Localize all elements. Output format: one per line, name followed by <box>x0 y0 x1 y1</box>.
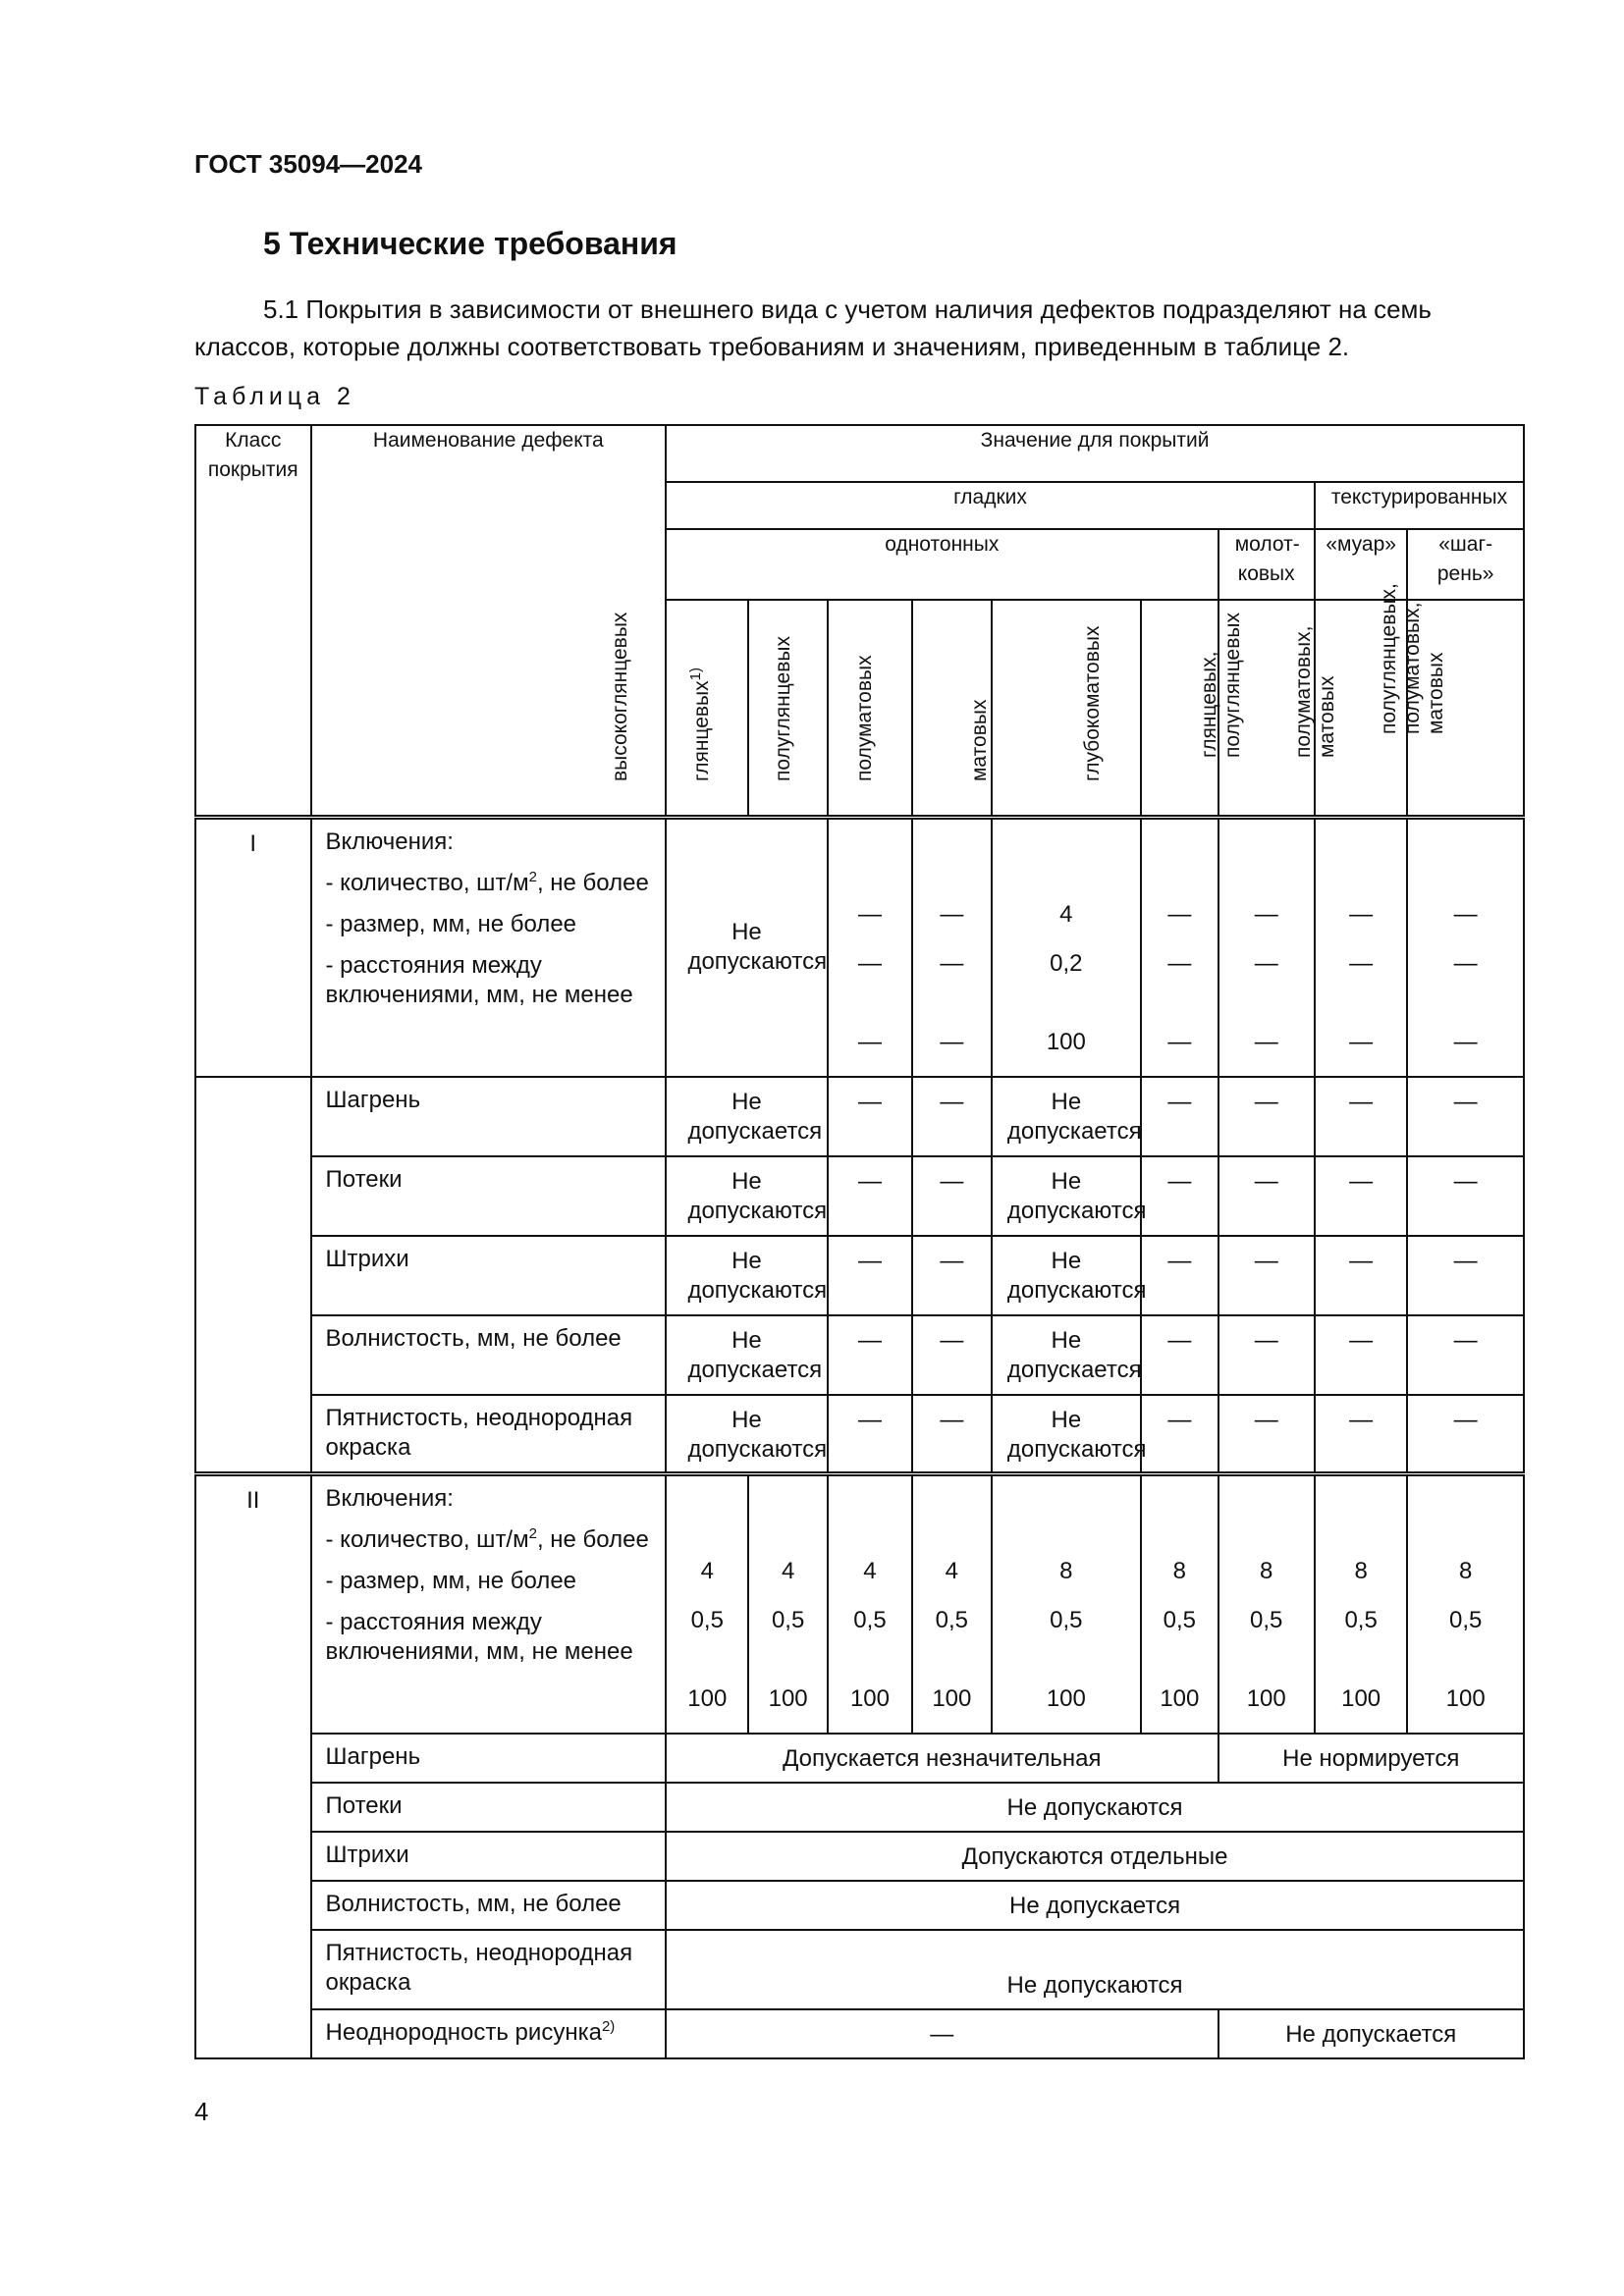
row-name: Штрихи <box>311 1832 667 1881</box>
value-dash: — <box>828 1077 912 1156</box>
value-dash: — <box>1315 1156 1407 1236</box>
row-name: Пятнистость, неоднородная окраска <box>311 1395 667 1474</box>
class2-col-values: 8 0,5 100 <box>1315 1474 1407 1734</box>
value-matte: Не допускается <box>992 1077 1142 1156</box>
row-name: Пятнистость, неоднородная окраска <box>311 1930 667 2009</box>
value-dash: — <box>1141 1315 1218 1395</box>
value-dash: — <box>912 1156 991 1236</box>
class2-col-values: 8 0,5 100 <box>1218 1474 1315 1734</box>
value-dash: — <box>1141 1395 1218 1474</box>
value-dash: — <box>1407 1156 1524 1236</box>
value-all: Не допускается <box>666 1881 1524 1930</box>
value-dash: — <box>1315 1077 1407 1156</box>
col-moire-matte: полуматовых, матовых <box>1315 600 1407 818</box>
value-dash: — <box>1407 1315 1524 1395</box>
value-smooth: — <box>666 2009 1218 2058</box>
col-semi-gloss: полуглянцевых <box>828 600 912 818</box>
row-name: Шагрень <box>311 1077 667 1156</box>
col-hammer-gloss: глянцевых, полуглянцевых <box>1218 600 1315 818</box>
class2-row-strokes <box>195 1832 1524 1881</box>
header-textured: текстурированных <box>1315 482 1524 529</box>
class1-inc-deepmatte: — — — <box>1141 818 1218 1077</box>
header-shagreen: «шаг-рень» <box>1407 529 1524 600</box>
class2-label: II <box>195 1474 311 2058</box>
value-gloss: Не допускаются <box>666 1156 828 1236</box>
value-textured: Не нормируется <box>1218 1734 1524 1783</box>
standard-number: ГОСТ 35094—2024 <box>194 149 422 179</box>
class2-col-values: 8 0,5 100 <box>1141 1474 1218 1734</box>
value-all: Допускаются отдельные <box>666 1832 1524 1881</box>
value-dash: — <box>1218 1315 1315 1395</box>
value-matte: Не допускается <box>992 1315 1142 1395</box>
col-deep-matte: глубокоматовых <box>1141 600 1218 818</box>
row-name: Потеки <box>311 1783 667 1832</box>
class2-inclusions-row <box>195 1474 1524 1734</box>
class1-inc-semimatte: — — — <box>912 818 991 1077</box>
value-all: Не допускаются <box>666 1930 1524 2009</box>
value-matte: Не допускаются <box>992 1236 1142 1315</box>
value-dash: — <box>1218 1077 1315 1156</box>
class1-inc-matte: 4 0,2 100 <box>992 818 1142 1077</box>
class2-col-values: 8 0,5 100 <box>992 1474 1142 1734</box>
value-dash: — <box>912 1395 991 1474</box>
row-name: Волнистость, мм, не более <box>311 1881 667 1930</box>
row-name: Штрихи <box>311 1236 667 1315</box>
value-all: Не допускаются <box>666 1783 1524 1832</box>
value-dash: — <box>1407 1236 1524 1315</box>
value-dash: — <box>1218 1395 1315 1474</box>
defects-table <box>194 424 1525 2059</box>
value-gloss: Не допускается <box>666 1315 828 1395</box>
value-dash: — <box>1315 1236 1407 1315</box>
header-moire: «муар» <box>1315 529 1407 600</box>
value-smooth: Допускается незначительная <box>666 1734 1218 1783</box>
header-hammer: молот-ковых <box>1218 529 1315 600</box>
section-title: 5 Технические требования <box>263 226 677 261</box>
value-matte: Не допускаются <box>992 1395 1142 1474</box>
value-dash: — <box>1141 1077 1218 1156</box>
row-name: Шагрень <box>311 1734 667 1783</box>
value-dash: — <box>1315 1315 1407 1395</box>
value-gloss: Не допускается <box>666 1077 828 1156</box>
value-dash: — <box>1315 1395 1407 1474</box>
value-dash: — <box>828 1236 912 1315</box>
value-gloss: Не допускаются <box>666 1395 828 1474</box>
class1-row-runs <box>195 1156 1524 1236</box>
value-dash: — <box>1218 1236 1315 1315</box>
value-dash: — <box>1407 1077 1524 1156</box>
class1-inclusions-name: Включения: - количество, $шт/м^2$, не более - размер, мм, не более - расстояния между включениями, мм, не менее <box>311 818 667 1077</box>
header-row-1 <box>195 425 1524 482</box>
table-caption: Таблица 2 <box>194 383 355 410</box>
value-dash: — <box>828 1395 912 1474</box>
class2-col-values: 4 0,5 100 <box>748 1474 827 1734</box>
class2-row-pattern <box>195 2009 1524 2058</box>
class2-row-runs <box>195 1783 1524 1832</box>
value-dash: — <box>912 1077 991 1156</box>
class2-row-waviness <box>195 1881 1524 1930</box>
col-shagreen-all: полуглянцевых, полуматовых, матовых <box>1407 600 1524 818</box>
row-name: Неоднородность рисунка$^{2)}$ <box>311 2009 667 2058</box>
col-gloss: глянцевых$^{1)}$ <box>748 600 827 818</box>
value-textured: Не допускается <box>1218 2009 1524 2058</box>
value-matte: Не допускаются <box>992 1156 1142 1236</box>
value-dash: — <box>1218 1156 1315 1236</box>
col-semi-matte: полуматовых <box>912 600 991 818</box>
page-number: 4 <box>194 2097 209 2126</box>
value-dash: — <box>1141 1236 1218 1315</box>
row-name: Потеки <box>311 1156 667 1236</box>
class1-row-strokes <box>195 1236 1524 1315</box>
class1-inclusions-row <box>195 818 1524 1077</box>
class2-inclusions-name: Включения: - количество, $шт/м^2$, не более - размер, мм, не более - расстояния между включениями, мм, не менее <box>311 1474 667 1734</box>
header-smooth: гладких <box>666 482 1315 529</box>
class1-label-span <box>195 1077 311 1474</box>
value-gloss: Не допускаются <box>666 1236 828 1315</box>
class1-row-shagreen <box>195 1077 1524 1156</box>
class2-col-values: 4 0,5 100 <box>912 1474 991 1734</box>
class1-inc-moire: — — — <box>1315 818 1407 1077</box>
col-matte: матовых <box>992 600 1142 818</box>
header-values: Значение для покрытий <box>666 425 1524 482</box>
value-dash: — <box>828 1156 912 1236</box>
class2-row-spots <box>195 1930 1524 2009</box>
class1-row-waviness <box>195 1315 1524 1395</box>
class1-inc-hammer: — — — <box>1218 818 1315 1077</box>
paragraph-5-1: 5.1 Покрытия в зависимости от внешнего вида с учетом наличия дефектов подразделяют на семь классов, которые должны соответствовать требованиям и значениям, приведенным в таблице 2. <box>194 294 1432 361</box>
class1-inc-shagreen: — — — <box>1407 818 1524 1077</box>
value-dash: — <box>828 1315 912 1395</box>
class2-col-values: 4 0,5 100 <box>828 1474 912 1734</box>
class2-col-values: 4 0,5 100 <box>666 1474 748 1734</box>
value-dash: — <box>1407 1395 1524 1474</box>
class1-inc-semigloss: — — — <box>828 818 912 1077</box>
row-name: Волнистость, мм, не более <box>311 1315 667 1395</box>
class1-row-spots <box>195 1395 1524 1474</box>
class2-row-shagreen <box>195 1734 1524 1783</box>
header-mono: однотонных <box>666 529 1218 600</box>
col-high-gloss: высокоглянцевых <box>666 600 748 818</box>
header-defect-name: Наименование дефекта <box>311 425 667 818</box>
value-dash: — <box>912 1315 991 1395</box>
class1-inclusions-gloss: Не допускаются <box>666 818 828 1077</box>
value-dash: — <box>912 1236 991 1315</box>
class2-col-values: 8 0,5 100 <box>1407 1474 1524 1734</box>
value-dash: — <box>1141 1156 1218 1236</box>
header-class: Класс покрытия <box>195 425 311 818</box>
class1-label: I <box>195 818 311 1077</box>
